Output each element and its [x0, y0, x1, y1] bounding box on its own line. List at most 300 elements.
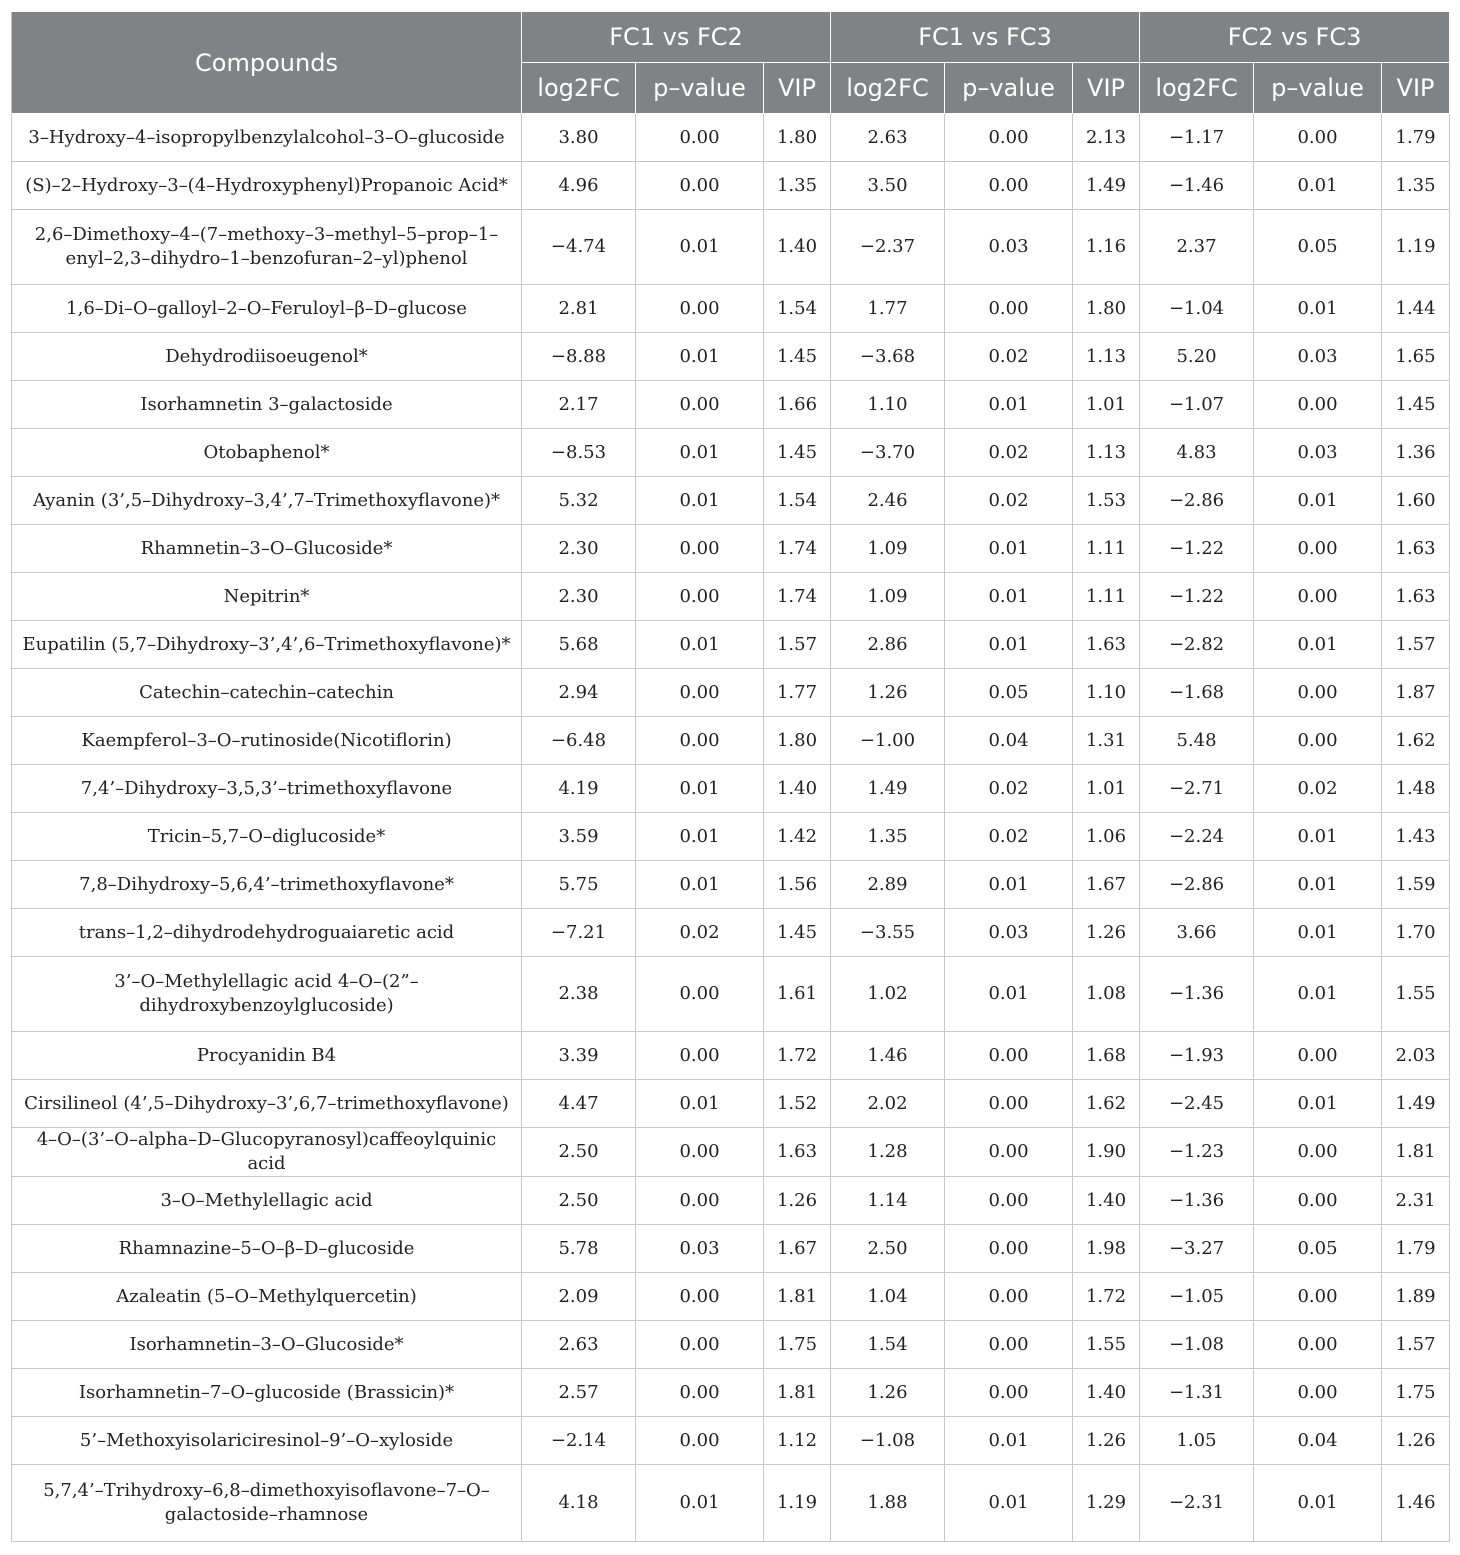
compound-name: 7,8–Dihydroxy–5,6,4’–trimethoxyflavone*: [12, 861, 522, 909]
fc2-fc3-vip-cell: 2.03: [1382, 1032, 1450, 1080]
fc1-fc2-vip-cell: 1.75: [764, 1321, 831, 1369]
compound-name: Azaleatin (5–O–Methylquercetin): [12, 1273, 522, 1321]
compound-name: Isorhamnetin–7–O–glucoside (Brassicin)*: [12, 1369, 522, 1417]
fc2-fc3-p-value-cell: 0.04: [1254, 1417, 1382, 1465]
fc1-fc3-p-value-cell: 0.02: [945, 813, 1073, 861]
fc1-fc3-log2fc-cell: 1.49: [831, 765, 945, 813]
vip-header: VIP: [1073, 63, 1140, 114]
table-row: [12, 861, 1450, 909]
fc1-fc2-vip-cell: 1.80: [764, 114, 831, 162]
fc1-fc2-vip-cell: 1.61: [764, 957, 831, 1032]
fc1-fc3-log2fc-cell: 1.88: [831, 1465, 945, 1542]
compound-name: Rhamnazine–5–O–β–D–glucoside: [12, 1225, 522, 1273]
table-row: [12, 114, 1450, 162]
fc1-fc2-log2fc-cell: −6.48: [522, 717, 636, 765]
fc1-fc3-vip-cell: 1.72: [1073, 1273, 1140, 1321]
fc1-fc2-p-value-cell: 0.02: [636, 909, 764, 957]
fc1-fc2-vip-cell: 1.40: [764, 210, 831, 285]
fc1-fc3-p-value-cell: 0.01: [945, 621, 1073, 669]
fc1-fc3-p-value-cell: 0.00: [945, 1177, 1073, 1225]
fc1-fc2-p-value-cell: 0.00: [636, 1273, 764, 1321]
fc1-fc2-log2fc-cell: 2.50: [522, 1128, 636, 1177]
fc2-fc3-log2fc-cell: −2.31: [1140, 1465, 1254, 1542]
fc1-fc3-vip-cell: 1.26: [1073, 909, 1140, 957]
fc2-fc3-log2fc-cell: −1.17: [1140, 114, 1254, 162]
compound-name: 3–O–Methylellagic acid: [12, 1177, 522, 1225]
compound-name: 5’–Methoxyisolariciresinol–9’–O–xyloside: [12, 1417, 522, 1465]
fc2-fc3-p-value-cell: 0.00: [1254, 1128, 1382, 1177]
fc1-fc2-log2fc-cell: 2.81: [522, 285, 636, 333]
fc1-fc2-vip-cell: 1.45: [764, 429, 831, 477]
fc2-fc3-p-value-cell: 0.00: [1254, 669, 1382, 717]
fc2-fc3-log2fc-cell: −1.05: [1140, 1273, 1254, 1321]
fc1-fc3-log2fc-cell: −2.37: [831, 210, 945, 285]
compound-name: 2,6–Dimethoxy–4–(7–methoxy–3–methyl–5–prop–1–enyl–2,3–dihydro–1–benzofuran–2–yl)phenol: [12, 210, 522, 285]
fc2-fc3-log2fc-cell: −1.93: [1140, 1032, 1254, 1080]
fc2-fc3-vip-cell: 1.48: [1382, 765, 1450, 813]
fc1-fc3-p-value-cell: 0.00: [945, 1369, 1073, 1417]
fc1-fc3-log2fc-cell: 1.10: [831, 381, 945, 429]
fc1-fc3-p-value-cell: 0.04: [945, 717, 1073, 765]
vip-header: VIP: [1382, 63, 1450, 114]
fc1-fc3-vip-cell: 1.26: [1073, 1417, 1140, 1465]
compound-name: Catechin–catechin–catechin: [12, 669, 522, 717]
fc2-fc3-p-value-cell: 0.01: [1254, 285, 1382, 333]
fc1-fc2-vip-cell: 1.63: [764, 1128, 831, 1177]
fc1-fc2-log2fc-cell: −7.21: [522, 909, 636, 957]
fc1-fc3-log2fc-cell: 2.63: [831, 114, 945, 162]
fc1-fc2-p-value-cell: 0.00: [636, 957, 764, 1032]
fc1-fc3-vip-cell: 1.55: [1073, 1321, 1140, 1369]
fc2-fc3-vip-cell: 1.57: [1382, 621, 1450, 669]
compound-name: Otobaphenol*: [12, 429, 522, 477]
fc1-fc3-log2fc-cell: 1.09: [831, 573, 945, 621]
fc2-fc3-vip-cell: 1.26: [1382, 1417, 1450, 1465]
fc1-fc2-log2fc-cell: 3.39: [522, 1032, 636, 1080]
fc1-fc2-vip-cell: 1.57: [764, 621, 831, 669]
fc2-fc3-p-value-cell: 0.00: [1254, 717, 1382, 765]
fc1-fc3-p-value-cell: 0.00: [945, 1321, 1073, 1369]
fc2-fc3-p-value-cell: 0.01: [1254, 162, 1382, 210]
fc1-fc2-log2fc-cell: 5.75: [522, 861, 636, 909]
fc2-fc3-p-value-cell: 0.00: [1254, 1032, 1382, 1080]
fc1-fc2-vip-cell: 1.45: [764, 333, 831, 381]
table-row: [12, 1225, 1450, 1273]
fc2-fc3-log2fc-cell: −2.86: [1140, 861, 1254, 909]
fc2-fc3-log2fc-cell: −1.22: [1140, 573, 1254, 621]
fc2-fc3-log2fc-cell: −1.08: [1140, 1321, 1254, 1369]
table-row: [12, 669, 1450, 717]
table-row: [12, 909, 1450, 957]
table-row: [12, 1128, 1450, 1177]
fc1-fc2-p-value-cell: 0.00: [636, 1128, 764, 1177]
fc1-fc2-vip-cell: 1.45: [764, 909, 831, 957]
fc1-fc3-p-value-cell: 0.01: [945, 1417, 1073, 1465]
table-row: [12, 1369, 1450, 1417]
fc1-fc3-p-value-cell: 0.03: [945, 210, 1073, 285]
fc1-fc3-p-value-cell: 0.02: [945, 333, 1073, 381]
table-row: [12, 1465, 1450, 1542]
fc1-fc3-vip-cell: 1.10: [1073, 669, 1140, 717]
fc1-fc3-log2fc-cell: 1.02: [831, 957, 945, 1032]
fc1-fc3-vip-cell: 1.01: [1073, 381, 1140, 429]
fc1-fc2-vip-cell: 1.81: [764, 1369, 831, 1417]
fc2-fc3-p-value-cell: 0.05: [1254, 210, 1382, 285]
table-row: [12, 477, 1450, 525]
group-header-fc1-fc3: FC1 vs FC3: [831, 12, 1140, 63]
fc1-fc2-p-value-cell: 0.01: [636, 477, 764, 525]
fc1-fc3-p-value-cell: 0.01: [945, 381, 1073, 429]
fc1-fc3-log2fc-cell: 2.02: [831, 1080, 945, 1128]
fc1-fc3-log2fc-cell: −1.08: [831, 1417, 945, 1465]
fc1-fc3-log2fc-cell: 2.86: [831, 621, 945, 669]
fc1-fc2-p-value-cell: 0.01: [636, 1465, 764, 1542]
fc1-fc3-p-value-cell: 0.00: [945, 285, 1073, 333]
fc1-fc2-p-value-cell: 0.01: [636, 813, 764, 861]
fc1-fc3-p-value-cell: 0.01: [945, 957, 1073, 1032]
fc1-fc3-log2fc-cell: 2.50: [831, 1225, 945, 1273]
fc2-fc3-vip-cell: 1.79: [1382, 114, 1450, 162]
fc1-fc3-vip-cell: 1.40: [1073, 1369, 1140, 1417]
fc1-fc2-p-value-cell: 0.00: [636, 285, 764, 333]
compound-name: trans–1,2–dihydrodehydroguaiaretic acid: [12, 909, 522, 957]
fc2-fc3-p-value-cell: 0.00: [1254, 381, 1382, 429]
compound-name: Kaempferol–3–O–rutinoside(Nicotiflorin): [12, 717, 522, 765]
fc1-fc2-vip-cell: 1.74: [764, 525, 831, 573]
fc1-fc2-vip-cell: 1.77: [764, 669, 831, 717]
fc1-fc2-p-value-cell: 0.00: [636, 381, 764, 429]
table-row: [12, 1080, 1450, 1128]
fc1-fc2-log2fc-cell: 4.96: [522, 162, 636, 210]
fc2-fc3-log2fc-cell: 1.05: [1140, 1417, 1254, 1465]
fc2-fc3-vip-cell: 1.35: [1382, 162, 1450, 210]
table-row: [12, 957, 1450, 1032]
fc1-fc3-vip-cell: 1.40: [1073, 1177, 1140, 1225]
fc1-fc2-vip-cell: 1.56: [764, 861, 831, 909]
fc2-fc3-log2fc-cell: −1.07: [1140, 381, 1254, 429]
table-row: [12, 1032, 1450, 1080]
fc1-fc3-p-value-cell: 0.01: [945, 1465, 1073, 1542]
fc1-fc3-p-value-cell: 0.02: [945, 429, 1073, 477]
table-row: [12, 525, 1450, 573]
fc1-fc2-log2fc-cell: 2.38: [522, 957, 636, 1032]
fc1-fc2-log2fc-cell: −8.53: [522, 429, 636, 477]
fc1-fc3-vip-cell: 1.01: [1073, 765, 1140, 813]
fc1-fc3-vip-cell: 1.90: [1073, 1128, 1140, 1177]
fc1-fc3-vip-cell: 1.16: [1073, 210, 1140, 285]
table-row: [12, 210, 1450, 285]
p-value-header: p–value: [636, 63, 764, 114]
log2fc-header: log2FC: [1140, 63, 1254, 114]
fc1-fc2-p-value-cell: 0.01: [636, 429, 764, 477]
fc1-fc2-log2fc-cell: 3.80: [522, 114, 636, 162]
fc1-fc2-log2fc-cell: −2.14: [522, 1417, 636, 1465]
fc1-fc3-log2fc-cell: −1.00: [831, 717, 945, 765]
fc2-fc3-p-value-cell: 0.02: [1254, 765, 1382, 813]
fc1-fc3-log2fc-cell: 1.28: [831, 1128, 945, 1177]
table-body: [12, 114, 1450, 1542]
compound-name: (S)–2–Hydroxy–3–(4–Hydroxyphenyl)Propanoic Acid*: [12, 162, 522, 210]
fc2-fc3-p-value-cell: 0.05: [1254, 1225, 1382, 1273]
fc1-fc2-vip-cell: 1.67: [764, 1225, 831, 1273]
fc1-fc3-vip-cell: 1.67: [1073, 861, 1140, 909]
compound-name: Isorhamnetin 3–galactoside: [12, 381, 522, 429]
table-row: [12, 1177, 1450, 1225]
fc1-fc2-log2fc-cell: 2.17: [522, 381, 636, 429]
fc2-fc3-vip-cell: 1.81: [1382, 1128, 1450, 1177]
fc2-fc3-vip-cell: 1.45: [1382, 381, 1450, 429]
fc1-fc3-log2fc-cell: −3.68: [831, 333, 945, 381]
group-header-fc2-fc3: FC2 vs FC3: [1140, 12, 1450, 63]
header-row-groups: [12, 12, 1450, 63]
fc2-fc3-vip-cell: 1.89: [1382, 1273, 1450, 1321]
compound-name: Procyanidin B4: [12, 1032, 522, 1080]
fc2-fc3-log2fc-cell: −2.45: [1140, 1080, 1254, 1128]
fc2-fc3-vip-cell: 1.60: [1382, 477, 1450, 525]
fc2-fc3-vip-cell: 1.70: [1382, 909, 1450, 957]
fc1-fc3-vip-cell: 1.53: [1073, 477, 1140, 525]
fc1-fc3-vip-cell: 1.11: [1073, 525, 1140, 573]
fc2-fc3-p-value-cell: 0.03: [1254, 333, 1382, 381]
table-row: [12, 1321, 1450, 1369]
fc1-fc3-log2fc-cell: −3.70: [831, 429, 945, 477]
fc1-fc2-vip-cell: 1.54: [764, 285, 831, 333]
fc1-fc2-log2fc-cell: 4.47: [522, 1080, 636, 1128]
fc1-fc3-vip-cell: 1.11: [1073, 573, 1140, 621]
fc2-fc3-log2fc-cell: 5.20: [1140, 333, 1254, 381]
fc1-fc3-p-value-cell: 0.02: [945, 477, 1073, 525]
fc2-fc3-p-value-cell: 0.00: [1254, 525, 1382, 573]
fc1-fc3-p-value-cell: 0.02: [945, 765, 1073, 813]
fc1-fc3-vip-cell: 1.31: [1073, 717, 1140, 765]
fc1-fc3-log2fc-cell: 3.50: [831, 162, 945, 210]
fc1-fc3-p-value-cell: 0.05: [945, 669, 1073, 717]
fc1-fc2-vip-cell: 1.81: [764, 1273, 831, 1321]
fc1-fc2-p-value-cell: 0.01: [636, 210, 764, 285]
table-row: [12, 813, 1450, 861]
fc1-fc3-log2fc-cell: 1.35: [831, 813, 945, 861]
table-row: [12, 621, 1450, 669]
fc2-fc3-log2fc-cell: −1.31: [1140, 1369, 1254, 1417]
fc2-fc3-p-value-cell: 0.01: [1254, 477, 1382, 525]
fc1-fc2-vip-cell: 1.80: [764, 717, 831, 765]
fc1-fc3-log2fc-cell: 1.54: [831, 1321, 945, 1369]
compound-name: Dehydrodiisoeugenol*: [12, 333, 522, 381]
fc2-fc3-vip-cell: 1.63: [1382, 525, 1450, 573]
fc1-fc2-vip-cell: 1.72: [764, 1032, 831, 1080]
fc2-fc3-vip-cell: 1.44: [1382, 285, 1450, 333]
fc1-fc3-p-value-cell: 0.03: [945, 909, 1073, 957]
fc1-fc3-p-value-cell: 0.01: [945, 525, 1073, 573]
fc2-fc3-p-value-cell: 0.01: [1254, 621, 1382, 669]
fc1-fc3-log2fc-cell: −3.55: [831, 909, 945, 957]
fc1-fc2-vip-cell: 1.12: [764, 1417, 831, 1465]
fc2-fc3-vip-cell: 1.46: [1382, 1465, 1450, 1542]
fc2-fc3-vip-cell: 1.87: [1382, 669, 1450, 717]
fc1-fc2-p-value-cell: 0.01: [636, 621, 764, 669]
compound-name: Isorhamnetin–3–O–Glucoside*: [12, 1321, 522, 1369]
table-row: [12, 162, 1450, 210]
table-row: [12, 381, 1450, 429]
compound-name: 1,6–Di–O–galloyl–2–O–Feruloyl–β–D–glucose: [12, 285, 522, 333]
compound-name: Tricin–5,7–O–diglucoside*: [12, 813, 522, 861]
fc1-fc2-vip-cell: 1.26: [764, 1177, 831, 1225]
fc2-fc3-log2fc-cell: −3.27: [1140, 1225, 1254, 1273]
table-row: [12, 285, 1450, 333]
fc1-fc3-p-value-cell: 0.00: [945, 1128, 1073, 1177]
fc2-fc3-log2fc-cell: −2.24: [1140, 813, 1254, 861]
fc2-fc3-p-value-cell: 0.01: [1254, 813, 1382, 861]
fc2-fc3-vip-cell: 1.36: [1382, 429, 1450, 477]
fc2-fc3-log2fc-cell: −2.82: [1140, 621, 1254, 669]
fc2-fc3-vip-cell: 1.49: [1382, 1080, 1450, 1128]
fc2-fc3-log2fc-cell: −1.46: [1140, 162, 1254, 210]
p-value-header: p–value: [1254, 63, 1382, 114]
fc1-fc3-vip-cell: 1.06: [1073, 813, 1140, 861]
fc1-fc3-vip-cell: 1.13: [1073, 333, 1140, 381]
fc1-fc2-log2fc-cell: 2.63: [522, 1321, 636, 1369]
fc1-fc2-p-value-cell: 0.03: [636, 1225, 764, 1273]
table-container: [11, 11, 1449, 1542]
compound-name: Nepitrin*: [12, 573, 522, 621]
fc2-fc3-vip-cell: 1.55: [1382, 957, 1450, 1032]
log2fc-header: log2FC: [522, 63, 636, 114]
fc1-fc3-vip-cell: 1.62: [1073, 1080, 1140, 1128]
fc2-fc3-log2fc-cell: 3.66: [1140, 909, 1254, 957]
fc2-fc3-vip-cell: 1.65: [1382, 333, 1450, 381]
fc2-fc3-p-value-cell: 0.01: [1254, 1080, 1382, 1128]
fc1-fc3-p-value-cell: 0.01: [945, 573, 1073, 621]
fc2-fc3-vip-cell: 1.62: [1382, 717, 1450, 765]
fc2-fc3-p-value-cell: 0.03: [1254, 429, 1382, 477]
fc1-fc3-log2fc-cell: 1.46: [831, 1032, 945, 1080]
fc2-fc3-vip-cell: 1.57: [1382, 1321, 1450, 1369]
fc1-fc3-vip-cell: 1.08: [1073, 957, 1140, 1032]
fc1-fc2-log2fc-cell: 5.78: [522, 1225, 636, 1273]
fc2-fc3-log2fc-cell: 2.37: [1140, 210, 1254, 285]
fc2-fc3-log2fc-cell: 4.83: [1140, 429, 1254, 477]
compound-name: 4–O–(3’–O–alpha–D–Glucopyranosyl)caffeoylquinic acid: [12, 1128, 522, 1177]
fc1-fc3-vip-cell: 1.63: [1073, 621, 1140, 669]
compounds-table: [11, 11, 1450, 1542]
fc1-fc3-p-value-cell: 0.00: [945, 1080, 1073, 1128]
fc2-fc3-p-value-cell: 0.00: [1254, 1177, 1382, 1225]
fc2-fc3-p-value-cell: 0.00: [1254, 1321, 1382, 1369]
compound-name: 3’–O–Methylellagic acid 4–O–(2”–dihydroxybenzoylglucoside): [12, 957, 522, 1032]
fc2-fc3-log2fc-cell: −1.36: [1140, 1177, 1254, 1225]
fc2-fc3-vip-cell: 1.43: [1382, 813, 1450, 861]
fc1-fc3-vip-cell: 1.68: [1073, 1032, 1140, 1080]
fc1-fc2-log2fc-cell: −8.88: [522, 333, 636, 381]
fc1-fc2-log2fc-cell: 4.19: [522, 765, 636, 813]
fc1-fc2-vip-cell: 1.40: [764, 765, 831, 813]
fc1-fc3-p-value-cell: 0.00: [945, 1032, 1073, 1080]
fc1-fc3-vip-cell: 1.49: [1073, 162, 1140, 210]
fc1-fc3-p-value-cell: 0.00: [945, 1225, 1073, 1273]
fc1-fc2-log2fc-cell: 5.68: [522, 621, 636, 669]
fc1-fc2-log2fc-cell: 2.30: [522, 573, 636, 621]
fc1-fc2-p-value-cell: 0.00: [636, 573, 764, 621]
compound-name: Eupatilin (5,7–Dihydroxy–3’,4’,6–Trimethoxyflavone)*: [12, 621, 522, 669]
fc2-fc3-log2fc-cell: −2.71: [1140, 765, 1254, 813]
compound-name: Cirsilineol (4’,5–Dihydroxy–3’,6,7–trimethoxyflavone): [12, 1080, 522, 1128]
fc1-fc3-log2fc-cell: 2.89: [831, 861, 945, 909]
fc2-fc3-log2fc-cell: −1.04: [1140, 285, 1254, 333]
fc1-fc2-vip-cell: 1.35: [764, 162, 831, 210]
fc1-fc2-log2fc-cell: 3.59: [522, 813, 636, 861]
fc2-fc3-p-value-cell: 0.01: [1254, 1465, 1382, 1542]
fc1-fc2-vip-cell: 1.74: [764, 573, 831, 621]
fc1-fc2-p-value-cell: 0.00: [636, 162, 764, 210]
fc1-fc2-vip-cell: 1.54: [764, 477, 831, 525]
fc1-fc2-p-value-cell: 0.00: [636, 114, 764, 162]
fc1-fc2-p-value-cell: 0.00: [636, 1177, 764, 1225]
fc1-fc3-log2fc-cell: 1.04: [831, 1273, 945, 1321]
fc1-fc3-log2fc-cell: 1.14: [831, 1177, 945, 1225]
fc1-fc2-log2fc-cell: 5.32: [522, 477, 636, 525]
fc1-fc3-log2fc-cell: 1.26: [831, 1369, 945, 1417]
p-value-header: p–value: [945, 63, 1073, 114]
fc1-fc2-p-value-cell: 0.01: [636, 1080, 764, 1128]
fc2-fc3-p-value-cell: 0.00: [1254, 1369, 1382, 1417]
fc1-fc2-p-value-cell: 0.00: [636, 1032, 764, 1080]
compound-name: Ayanin (3’,5–Dihydroxy–3,4’,7–Trimethoxyflavone)*: [12, 477, 522, 525]
fc1-fc3-vip-cell: 2.13: [1073, 114, 1140, 162]
fc1-fc3-vip-cell: 1.98: [1073, 1225, 1140, 1273]
table-row: [12, 1273, 1450, 1321]
fc2-fc3-p-value-cell: 0.00: [1254, 114, 1382, 162]
compounds-header: Compounds: [12, 12, 522, 114]
fc1-fc3-log2fc-cell: 2.46: [831, 477, 945, 525]
table-row: [12, 333, 1450, 381]
table-row: [12, 717, 1450, 765]
fc2-fc3-log2fc-cell: −2.86: [1140, 477, 1254, 525]
fc1-fc3-vip-cell: 1.29: [1073, 1465, 1140, 1542]
fc1-fc3-log2fc-cell: 1.26: [831, 669, 945, 717]
fc2-fc3-vip-cell: 1.63: [1382, 573, 1450, 621]
fc1-fc2-log2fc-cell: 2.50: [522, 1177, 636, 1225]
fc1-fc2-vip-cell: 1.19: [764, 1465, 831, 1542]
fc2-fc3-p-value-cell: 0.01: [1254, 909, 1382, 957]
fc1-fc2-vip-cell: 1.42: [764, 813, 831, 861]
fc1-fc2-p-value-cell: 0.00: [636, 1321, 764, 1369]
fc1-fc2-vip-cell: 1.52: [764, 1080, 831, 1128]
fc1-fc2-p-value-cell: 0.01: [636, 765, 764, 813]
group-header-fc1-fc2: FC1 vs FC2: [522, 12, 831, 63]
fc2-fc3-log2fc-cell: −1.36: [1140, 957, 1254, 1032]
fc1-fc2-p-value-cell: 0.00: [636, 1417, 764, 1465]
fc2-fc3-log2fc-cell: −1.22: [1140, 525, 1254, 573]
fc1-fc2-p-value-cell: 0.01: [636, 333, 764, 381]
compound-name: Rhamnetin–3–O–Glucoside*: [12, 525, 522, 573]
fc1-fc2-log2fc-cell: 2.30: [522, 525, 636, 573]
fc2-fc3-p-value-cell: 0.01: [1254, 861, 1382, 909]
fc1-fc3-log2fc-cell: 1.77: [831, 285, 945, 333]
fc2-fc3-vip-cell: 1.19: [1382, 210, 1450, 285]
compound-name: 3–Hydroxy–4–isopropylbenzylalcohol–3–O–glucoside: [12, 114, 522, 162]
fc2-fc3-log2fc-cell: −1.68: [1140, 669, 1254, 717]
fc1-fc3-p-value-cell: 0.01: [945, 861, 1073, 909]
table-row: [12, 1417, 1450, 1465]
fc1-fc2-log2fc-cell: 4.18: [522, 1465, 636, 1542]
table-row: [12, 429, 1450, 477]
compound-name: 5,7,4’–Trihydroxy–6,8–dimethoxyisoflavone–7–O–galactoside–rhamnose: [12, 1465, 522, 1542]
fc2-fc3-p-value-cell: 0.00: [1254, 1273, 1382, 1321]
fc1-fc2-p-value-cell: 0.00: [636, 717, 764, 765]
fc1-fc2-log2fc-cell: 2.57: [522, 1369, 636, 1417]
fc2-fc3-vip-cell: 2.31: [1382, 1177, 1450, 1225]
fc2-fc3-p-value-cell: 0.00: [1254, 573, 1382, 621]
